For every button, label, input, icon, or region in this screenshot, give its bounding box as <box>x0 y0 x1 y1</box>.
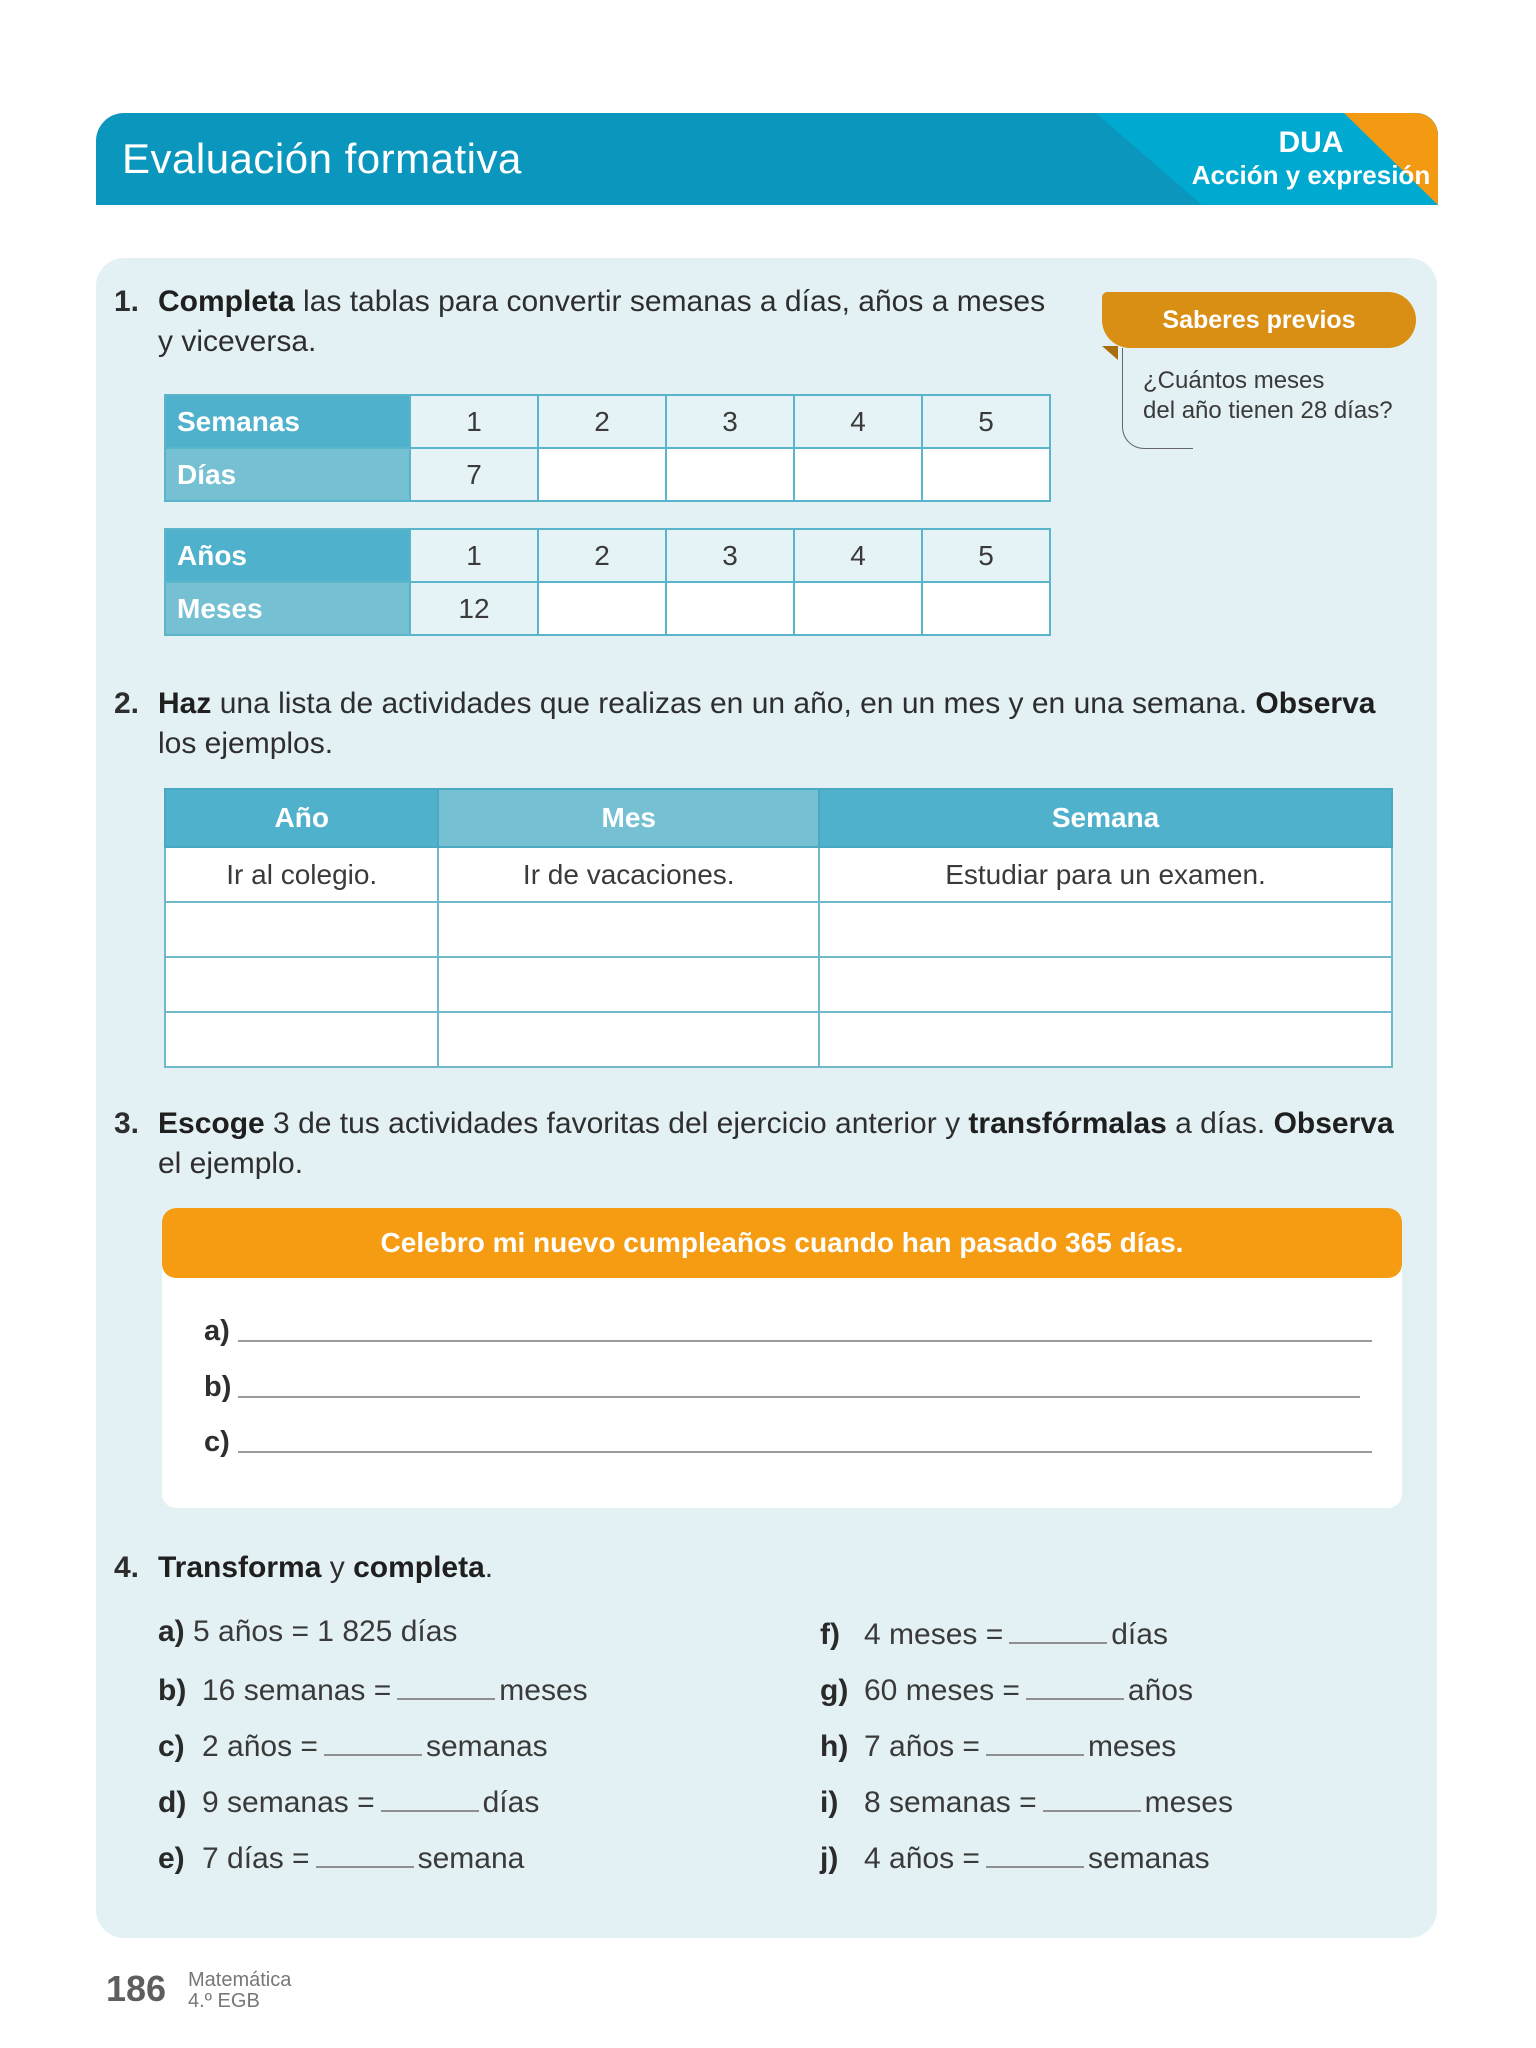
item-text: 9 semanas = <box>202 1786 375 1819</box>
question-number: 4. <box>114 1551 140 1584</box>
answer-blank[interactable] <box>1009 1612 1107 1644</box>
answer-cell[interactable] <box>538 582 666 635</box>
item-unit: semanas <box>425 1730 548 1763</box>
item-unit: años <box>1127 1674 1193 1707</box>
example-box <box>162 1208 1402 1508</box>
table-row <box>165 582 1050 635</box>
question-4 <box>114 1548 493 1588</box>
dua-label: DUA <box>1278 126 1344 159</box>
item-unit: meses <box>1087 1730 1177 1763</box>
row-label: Semanas <box>165 395 410 448</box>
exercise-item-b <box>158 1668 588 1708</box>
saberes-previos-fold <box>1102 346 1118 360</box>
item-text: 16 semanas = <box>202 1674 392 1707</box>
answer-cell[interactable] <box>438 902 819 957</box>
table-row <box>165 847 1392 902</box>
dua-badge <box>1186 127 1436 191</box>
row-label: Meses <box>165 582 410 635</box>
instruction-verb: Transforma <box>158 1551 322 1584</box>
table-cell: 4 <box>794 529 922 582</box>
table-row <box>165 395 1050 448</box>
instruction-text-cont: y viceversa. <box>158 325 317 358</box>
answer-cell[interactable] <box>819 1012 1392 1067</box>
table-row <box>165 529 1050 582</box>
item-text: 2 años = <box>202 1730 318 1763</box>
table-cell: 1 <box>410 529 538 582</box>
item-letter: a) <box>158 1615 185 1648</box>
question-number: 1. <box>114 285 140 318</box>
dua-subtitle: Acción y expresión <box>1191 160 1431 190</box>
instruction-text: . <box>484 1551 494 1584</box>
instruction-verb: transfórmalas <box>968 1107 1167 1140</box>
saberes-previos-tab: Saberes previos <box>1102 292 1416 348</box>
years-months-table <box>164 528 1051 636</box>
line-label: b) <box>204 1371 232 1403</box>
table-row <box>165 902 1392 957</box>
example-banner: Celebro mi nuevo cumpleaños cuando han pasado 365 días. <box>162 1208 1402 1278</box>
instruction-verb: Observa <box>1273 1107 1394 1140</box>
subject-label: Matemática <box>188 1969 292 1991</box>
item-unit: semanas <box>1087 1842 1210 1875</box>
column-header-mes: Mes <box>438 789 819 847</box>
answer-blank[interactable] <box>1026 1668 1124 1700</box>
answer-cell[interactable] <box>922 582 1050 635</box>
question-1 <box>114 282 1054 362</box>
answer-cell[interactable] <box>794 582 922 635</box>
exercise-item-f <box>820 1612 1168 1652</box>
page-title: Evaluación formativa <box>122 135 522 182</box>
answer-line-c[interactable] <box>204 1419 1372 1459</box>
table-cell: 5 <box>922 529 1050 582</box>
item-letter: c) <box>158 1730 185 1763</box>
item-letter: j) <box>820 1842 839 1875</box>
exercise-item-a <box>158 1612 457 1652</box>
answer-cell[interactable] <box>438 957 819 1012</box>
item-unit: semana <box>417 1842 525 1875</box>
column-header-ano: Año <box>165 789 438 847</box>
answer-cell[interactable] <box>819 902 1392 957</box>
answer-blank[interactable] <box>397 1668 495 1700</box>
answer-cell[interactable] <box>165 902 438 957</box>
item-text: 4 años = <box>864 1842 980 1875</box>
instruction-verb: completa <box>353 1551 485 1584</box>
item-text: 8 semanas = <box>864 1786 1037 1819</box>
exercise-item-g <box>820 1668 1193 1708</box>
table-cell: 12 <box>410 582 538 635</box>
question-line-1: ¿Cuántos meses <box>1143 367 1325 394</box>
table-row <box>165 1012 1392 1067</box>
item-unit: días <box>482 1786 540 1819</box>
table-cell: 2 <box>538 529 666 582</box>
instruction-verb: Observa <box>1255 687 1376 720</box>
instruction-text-cont: el ejemplo. <box>158 1147 304 1180</box>
answer-blank[interactable] <box>324 1724 422 1756</box>
activities-table <box>164 788 1393 1068</box>
answer-cell[interactable] <box>819 957 1392 1012</box>
line-label: a) <box>204 1315 230 1347</box>
table-cell: Ir de vacaciones. <box>438 847 819 902</box>
table-cell: 4 <box>794 395 922 448</box>
answer-cell[interactable] <box>165 1012 438 1067</box>
exercise-item-c <box>158 1724 548 1764</box>
instruction-text-cont: los ejemplos. <box>158 727 334 760</box>
item-text: 7 días = <box>202 1842 310 1875</box>
item-letter: e) <box>158 1842 185 1875</box>
page-number: 186 <box>106 1968 167 2009</box>
item-unit: meses <box>1144 1786 1233 1819</box>
table-header-row <box>165 789 1392 847</box>
item-letter: b) <box>158 1674 187 1707</box>
column-header-semana: Semana <box>819 789 1392 847</box>
line-label: c) <box>204 1426 230 1458</box>
item-unit: meses <box>499 1674 588 1707</box>
footer-subject <box>188 1970 291 2012</box>
weeks-days-table <box>164 394 1051 502</box>
question-line-2: del año tienen 28 días? <box>1143 397 1393 424</box>
answer-cell[interactable] <box>794 448 922 501</box>
question-number: 2. <box>114 687 140 720</box>
table-cell: 3 <box>666 395 794 448</box>
question-number: 3. <box>114 1107 140 1140</box>
instruction-text: una lista de actividades que realizas en un año, en un mes y en una semana. <box>211 687 1256 720</box>
item-letter: f) <box>820 1618 840 1651</box>
item-letter: i) <box>820 1786 839 1819</box>
answer-line-a[interactable] <box>204 1308 1372 1348</box>
row-label: Días <box>165 448 410 501</box>
write-line[interactable] <box>238 1340 1372 1342</box>
question-2 <box>114 684 1414 764</box>
write-line[interactable] <box>238 1396 1360 1398</box>
question-3 <box>114 1104 1434 1184</box>
exercise-item-j <box>820 1836 1210 1876</box>
instruction-text: 3 de tus actividades favoritas del ejercicio anterior y <box>264 1107 969 1140</box>
table-cell: Ir al colegio. <box>165 847 438 902</box>
answer-cell[interactable] <box>438 1012 819 1067</box>
table-cell: 1 <box>410 395 538 448</box>
table-cell: Estudiar para un examen. <box>819 847 1392 902</box>
answer-blank[interactable] <box>381 1780 479 1812</box>
answer-line-b[interactable] <box>204 1364 1360 1404</box>
answer-cell[interactable] <box>538 448 666 501</box>
table-row <box>165 448 1050 501</box>
instruction-text: las tablas para convertir semanas a días, años a meses <box>294 285 1046 318</box>
item-letter: g) <box>820 1674 849 1707</box>
write-line[interactable] <box>238 1451 1372 1453</box>
answer-cell[interactable] <box>666 582 794 635</box>
answer-cell[interactable] <box>165 957 438 1012</box>
answer-cell[interactable] <box>666 448 794 501</box>
header-banner <box>96 113 1438 205</box>
answer-blank[interactable] <box>316 1836 414 1868</box>
item-text: 4 meses = <box>864 1618 1004 1651</box>
exercise-item-e <box>158 1836 524 1876</box>
instruction-verb: Completa <box>158 285 295 318</box>
exercise-item-i <box>820 1780 1233 1820</box>
table-row <box>165 957 1392 1012</box>
answer-blank[interactable] <box>986 1724 1084 1756</box>
instruction-verb: Escoge <box>158 1107 265 1140</box>
row-label: Años <box>165 529 410 582</box>
item-text: 5 años = 1 825 días <box>193 1615 458 1648</box>
instruction-verb: Haz <box>158 687 212 720</box>
grade-label: 4.º EGB <box>188 1990 260 2012</box>
table-cell: 3 <box>666 529 794 582</box>
item-text: 7 años = <box>864 1730 980 1763</box>
item-unit: días <box>1111 1618 1168 1651</box>
item-text: 60 meses = <box>864 1674 1020 1707</box>
exercise-item-d <box>158 1780 539 1820</box>
instruction-text: y <box>321 1551 354 1584</box>
answer-blank[interactable] <box>986 1836 1084 1868</box>
saberes-previos-question <box>1143 366 1393 426</box>
table-cell: 5 <box>922 395 1050 448</box>
item-letter: h) <box>820 1730 849 1763</box>
answer-blank[interactable] <box>1043 1780 1141 1812</box>
table-cell: 2 <box>538 395 666 448</box>
instruction-text: a días. <box>1166 1107 1274 1140</box>
item-letter: d) <box>158 1786 187 1819</box>
exercise-item-h <box>820 1724 1176 1764</box>
table-cell: 7 <box>410 448 538 501</box>
answer-cell[interactable] <box>922 448 1050 501</box>
